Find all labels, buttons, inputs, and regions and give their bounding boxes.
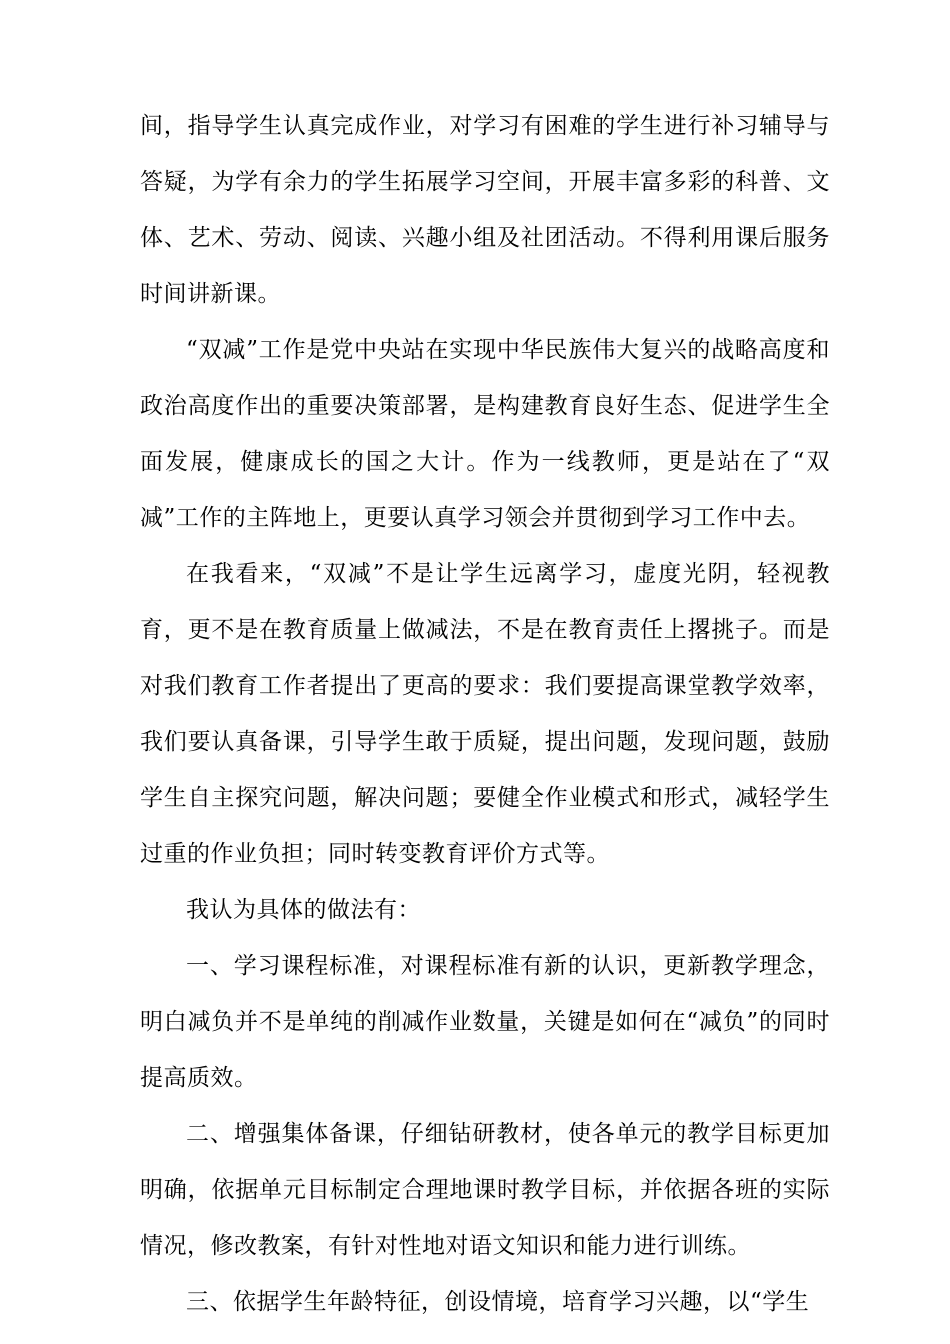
document-body — [140, 98, 830, 1330]
paragraph-3: 在我看来，“双减”不是让学生远离学习，虚度光阴，轻视教育，更不是在教育质量上做减法，不是在教育责任上撂挑子。而是对我们教育工作者提出了更高的要求：我们要提高课堂教学效率，我们要认真备课，引导学生敢于质疑，提出问题，发现问题，鼓励学生自主探究问题，解决问题；要健全作业模式和形式，减轻学生过重的作业负担；同时转变教育评价方式等。 — [140, 561, 830, 867]
paragraph-2: “双减”工作是党中央站在实现中华民族伟大复兴的战略高度和政治高度作出的重要决策部署，是构建教育良好生态、促进学生全面发展，健康成长的国之大计。作为一线教师，更是站在了“双减”工作的主阵地上，更要认真学习领会并贯彻到学习工作中去。 — [140, 337, 830, 531]
paragraph-1: 间，指导学生认真完成作业，对学习有困难的学生进行补习辅导与答疑，为学有余力的学生拓展学习空间，开展丰富多彩的科普、文体、艺术、劳动、阅读、兴趣小组及社团活动。不得利用课后服务时间讲新课。 — [140, 113, 830, 307]
paragraph-5: 一、学习课程标准，对课程标准有新的认识，更新教学理念，明白减负并不是单纯的削减作业数量，关键是如何在“减负”的同时提高质效。 — [140, 953, 830, 1091]
paragraph-6: 二、增强集体备课，仔细钻研教材，使各单元的教学目标更加明确，依据单元目标制定合理地课时教学目标，并依据各班的实际情况，修改教案，有针对性地对语文知识和能力进行训练。 — [140, 1121, 830, 1259]
paragraph-7: 三、依据学生年龄特征，创设情境，培育学习兴趣，以“学生 — [186, 1289, 810, 1315]
paragraph-4: 我认为具体的做法有： — [186, 897, 421, 923]
